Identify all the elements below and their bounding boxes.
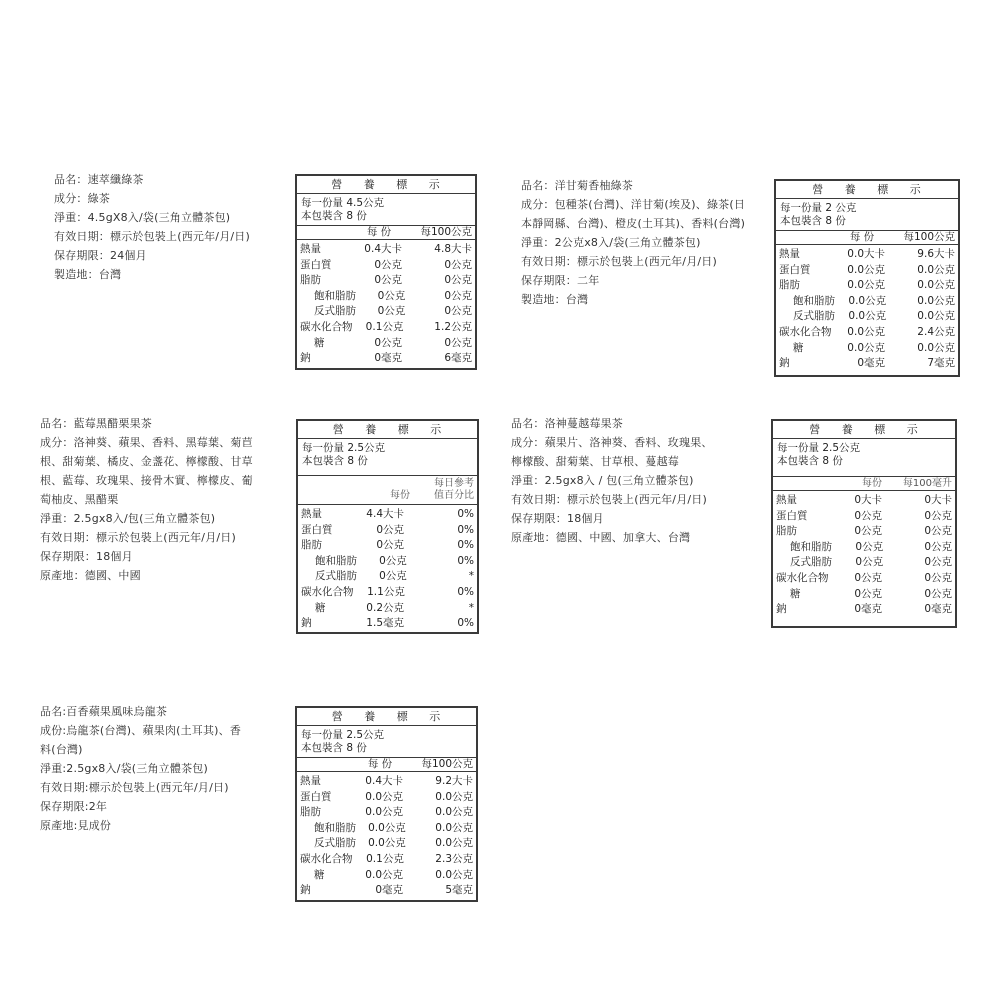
nutrient-name: 鈉 (300, 352, 311, 365)
nutrient-per-100: 0.0公克 (435, 868, 473, 881)
nutrient-row (776, 555, 952, 571)
nutrient-name: 飽和脂肪 (790, 540, 832, 553)
nutrient-row (779, 278, 955, 294)
nutrition-label-3 (296, 419, 479, 634)
nutrient-row (300, 868, 473, 884)
nutrient-per-serving: 1.5毫克 (366, 617, 404, 630)
nutrient-per-serving: 0大卡 (854, 494, 882, 506)
serving-size: 每一份量 4.5公克 (301, 197, 385, 209)
info-line: 成分：洛神葵、蘋果、香料、黑莓葉、菊苣 (40, 436, 253, 449)
info-line: 品名：洛神蔓越莓果茶 (511, 417, 623, 430)
nutrient-per-100: 0% (457, 523, 474, 536)
product-info-2 (521, 176, 745, 309)
nutrient-name: 碳水化合物 (301, 585, 354, 598)
nutrient-name: 鈉 (300, 884, 311, 897)
nutrient-per-100: 1.2公克 (434, 320, 472, 333)
info-line: 淨重：4.5gX8入/袋(三角立體茶包) (54, 211, 231, 224)
nutrient-name: 蛋白質 (776, 509, 808, 522)
nutrient-per-100: 0.0公克 (435, 806, 473, 819)
nutrient-name: 碳水化合物 (300, 320, 353, 333)
info-line: 淨重：2公克x8入/袋(三角立體茶包) (521, 236, 701, 249)
nutrient-per-100: 0公克 (924, 571, 952, 584)
nutrient-row (776, 524, 952, 540)
info-line: 製造地：台灣 (54, 268, 122, 281)
nutrient-per-serving: 0毫克 (857, 357, 885, 370)
nutrient-row (300, 289, 472, 305)
serving-size: 每一份量 2 公克 (780, 202, 857, 214)
nutrient-name: 脂肪 (300, 806, 321, 819)
nutrient-per-serving: 0公克 (855, 540, 884, 553)
info-line: 根、藍莓、玫瑰果、接骨木實、檸檬皮、葡 (40, 474, 253, 487)
nutrition-title: 營 養 標 示 (776, 181, 958, 199)
nutrient-name: 脂肪 (779, 279, 800, 292)
nutrient-per-serving: 0公克 (854, 509, 882, 522)
col-per-serving: 每 份 (849, 231, 875, 243)
info-line: 原產地：德國、中國、加拿大、台灣 (511, 531, 691, 544)
nutrient-row (779, 309, 955, 325)
nutrient-name: 熱量 (301, 508, 322, 520)
nutrient-per-100: 0% (457, 554, 474, 567)
nutrient-per-serving: 0.0公克 (365, 790, 403, 803)
serving-info (776, 199, 958, 231)
nutrient-per-100: 4.8大卡 (434, 243, 472, 255)
nutrient-per-100: 0公克 (444, 289, 472, 302)
info-line: 保存期限：24個月 (54, 249, 147, 262)
nutrient-per-serving: 0.0公克 (847, 279, 885, 292)
nutrient-per-100: 0.0公克 (435, 790, 473, 803)
column-header (773, 477, 955, 491)
product-info-5 (40, 702, 241, 835)
nutrient-name: 鈉 (779, 357, 790, 370)
nutrient-row (300, 336, 472, 352)
info-line: 保存期限：18個月 (40, 550, 133, 563)
nutrient-rows (297, 240, 475, 368)
nutrient-per-100: 9.2大卡 (435, 775, 473, 787)
nutrient-row (779, 263, 955, 279)
nutrient-per-serving: 0毫克 (375, 884, 403, 897)
info-line: 料(台灣) (40, 743, 83, 756)
nutrient-per-100: 0公克 (444, 305, 472, 318)
nutrient-per-serving: 1.1公克 (367, 585, 405, 598)
info-line: 原產地:見成份 (40, 819, 112, 832)
nutrient-per-serving: 0.4大卡 (365, 775, 403, 787)
info-line: 品名：速萃纖綠茶 (54, 173, 144, 186)
nutrient-name: 熱量 (300, 243, 321, 255)
nutrient-row (300, 273, 472, 289)
nutrient-row (300, 258, 472, 274)
column-header (297, 226, 475, 240)
servings-per-package: 本包裝含 8 份 (780, 215, 846, 227)
info-line: 有效日期：標示於包裝上(西元年/月/日) (511, 493, 707, 506)
servings-per-package: 本包裝含 8 份 (302, 455, 368, 467)
nutrient-per-100: 2.4公克 (917, 325, 955, 338)
nutrient-name: 碳水化合物 (779, 325, 832, 338)
nutrient-name: 脂肪 (301, 539, 322, 552)
nutrient-row (300, 821, 473, 837)
nutrient-per-100: 0公克 (924, 587, 952, 600)
info-line: 有效日期：標示於包裝上(西元年/月/日) (40, 531, 236, 544)
nutrient-row (300, 320, 472, 336)
nutrition-label-5 (295, 706, 478, 902)
nutrient-per-serving: 0公克 (374, 274, 402, 287)
nutrient-per-serving: 0公克 (376, 523, 404, 536)
nutrient-rows (297, 772, 476, 900)
col-per-100: 每100公克 (421, 758, 473, 770)
nutrient-row (300, 790, 473, 806)
nutrient-per-serving: 0.2公克 (366, 601, 404, 614)
nutrient-per-serving: 0.0公克 (847, 325, 885, 338)
serving-info (298, 439, 477, 476)
nutrient-per-serving: 0.0公克 (848, 294, 887, 307)
nutrient-name: 糖 (314, 868, 325, 881)
nutrient-name: 糖 (315, 601, 326, 614)
nutrition-label-1 (295, 174, 477, 370)
nutrient-per-100: 0公克 (924, 556, 952, 569)
nutrient-per-100: 0.0公克 (917, 263, 955, 276)
nutrient-per-100: 0.0公克 (435, 821, 473, 834)
serving-info (297, 194, 475, 226)
nutrient-name: 糖 (793, 341, 804, 354)
nutrient-row (300, 774, 473, 790)
nutrient-per-serving: 0公克 (854, 587, 882, 600)
nutrient-per-100: * (468, 570, 474, 583)
nutrient-per-serving: 0.0公克 (848, 310, 887, 323)
col-per-serving: 每 份 (366, 226, 392, 238)
nutrient-per-100: 5毫克 (445, 884, 473, 897)
nutrient-per-100: 0公克 (924, 525, 952, 538)
col-per-100: 每100公克 (903, 231, 955, 243)
nutrient-row (779, 356, 955, 372)
nutrient-name: 糖 (314, 336, 325, 349)
info-line: 品名:百香蘋果風味烏龍茶 (40, 705, 168, 718)
nutrient-row (300, 304, 472, 320)
nutrient-name: 脂肪 (300, 274, 321, 287)
nutrient-name: 反式脂肪 (790, 556, 832, 569)
info-line: 保存期限：18個月 (511, 512, 604, 525)
nutrient-per-serving: 0公克 (379, 554, 407, 567)
nutrient-row (776, 540, 952, 556)
info-line: 根、甜菊葉、橘皮、金盞花、檸檬酸、甘草 (40, 455, 253, 468)
col-daily-value (410, 478, 474, 502)
info-line: 原產地：德國、中國 (40, 569, 141, 582)
nutrient-per-100: 0% (457, 539, 474, 552)
nutrient-per-serving: 0公克 (855, 556, 884, 569)
nutrient-per-serving: 0公克 (377, 305, 406, 318)
nutrient-per-serving: 0公克 (377, 289, 406, 302)
nutrient-per-100: 0公克 (444, 274, 472, 287)
nutrient-name: 飽和脂肪 (314, 821, 356, 834)
info-line: 保存期限：二年 (521, 274, 600, 287)
nutrient-per-serving: 0.0公克 (365, 868, 403, 881)
nutrient-name: 糖 (790, 587, 801, 600)
info-line: 成分：包種茶(台灣)、洋甘菊(埃及)、綠茶(日 (521, 198, 746, 211)
nutrient-row (300, 351, 472, 367)
nutrient-per-serving: 0公克 (374, 336, 402, 349)
nutrient-per-100: 0.0公克 (435, 837, 473, 850)
nutrient-per-100: 0% (457, 585, 474, 598)
info-line: 萄柚皮、黑醋栗 (40, 493, 119, 506)
nutrient-row (300, 805, 473, 821)
nutrient-per-100: 0公克 (444, 336, 472, 349)
nutrient-row (301, 616, 474, 632)
nutrient-name: 飽和脂肪 (793, 294, 835, 307)
nutrient-row (776, 602, 952, 618)
nutrient-name: 蛋白質 (301, 523, 333, 536)
nutrient-name: 熱量 (779, 248, 800, 260)
nutrient-name: 熱量 (776, 494, 797, 506)
nutrient-name: 飽和脂肪 (315, 554, 357, 567)
col-daily-value-line2: 值百分比 (434, 490, 474, 501)
col-per-serving: 每 份 (367, 758, 393, 770)
nutrient-row (300, 242, 472, 258)
nutrient-per-serving: 0公克 (374, 258, 402, 271)
nutrient-row (301, 507, 474, 523)
nutrient-per-serving: 0.0公克 (365, 806, 403, 819)
nutrient-per-100: 0大卡 (924, 494, 952, 506)
nutrient-per-100: 7毫克 (927, 357, 955, 370)
col-per-100: 每100毫升 (902, 478, 952, 489)
info-line: 本靜岡縣、台灣)、橙皮(土耳其)、香料(台灣) (521, 217, 746, 230)
info-line: 製造地：台灣 (521, 293, 589, 306)
info-line: 淨重：2.5gx8入/包(三角立體茶包) (40, 512, 216, 525)
nutrient-name: 熱量 (300, 775, 321, 787)
nutrition-label-2 (774, 179, 960, 377)
info-line: 淨重：2.5gx8入 / 包(三角立體茶包) (511, 474, 694, 487)
product-info-3 (40, 414, 253, 585)
info-line: 成分：蘋果片、洛神葵、香料、玫瑰果、 (511, 436, 713, 449)
column-header (297, 758, 476, 772)
servings-per-package: 本包裝含 8 份 (301, 210, 367, 222)
nutrition-title: 營 養 標 示 (297, 708, 476, 726)
col-per-100: 每100公克 (420, 226, 472, 238)
product-info-4 (511, 414, 713, 547)
nutrient-per-serving: 0公克 (854, 571, 882, 584)
nutrient-per-100: 0.0公克 (917, 341, 955, 354)
nutrient-per-serving: 0.0公克 (368, 837, 406, 850)
nutrient-rows (298, 505, 477, 633)
nutrient-per-serving: 0.1公克 (365, 320, 404, 333)
col-per-serving: 每份 (390, 490, 410, 501)
nutrient-row (779, 325, 955, 341)
column-header (776, 231, 958, 245)
nutrient-name: 反式脂肪 (315, 570, 357, 583)
nutrient-per-100: 0% (457, 617, 474, 630)
nutrient-row (776, 509, 952, 525)
serving-size: 每一份量 2.5公克 (777, 442, 861, 454)
nutrient-row (301, 554, 474, 570)
nutrition-title: 營 養 標 示 (773, 421, 955, 439)
info-line: 有效日期:標示於包裝上(西元年/月/日) (40, 781, 229, 794)
nutrient-name: 飽和脂肪 (314, 289, 356, 302)
nutrient-per-100: 0毫克 (924, 603, 952, 616)
nutrient-per-serving: 0.1公克 (366, 852, 404, 865)
nutrient-name: 蛋白質 (300, 258, 332, 271)
nutrient-per-serving: 0.0公克 (368, 821, 406, 834)
servings-per-package: 本包裝含 8 份 (777, 455, 843, 467)
nutrient-per-100: 2.3公克 (435, 852, 473, 865)
serving-size: 每一份量 2.5公克 (301, 729, 385, 741)
nutrient-row (301, 585, 474, 601)
nutrient-per-serving: 0毫克 (374, 352, 402, 365)
serving-info (773, 439, 955, 477)
nutrient-name: 反式脂肪 (793, 310, 835, 323)
serving-info (297, 726, 476, 758)
nutrient-per-serving: 0公克 (854, 525, 882, 538)
nutrient-per-serving: 0公克 (376, 539, 404, 552)
nutrition-title: 營 養 標 示 (298, 421, 477, 439)
nutrient-name: 蛋白質 (779, 263, 811, 276)
nutrient-per-serving: 0公克 (379, 570, 407, 583)
nutrient-row (776, 571, 952, 587)
info-line: 有效日期：標示於包裝上(西元年/月/日) (54, 230, 250, 243)
info-line: 保存期限:2年 (40, 800, 108, 813)
nutrient-per-serving: 0.0大卡 (847, 248, 885, 260)
serving-size: 每一份量 2.5公克 (302, 442, 386, 454)
nutrient-name: 鈉 (776, 603, 787, 616)
nutrient-row (300, 852, 473, 868)
nutrient-name: 碳水化合物 (776, 571, 829, 584)
nutrient-per-serving: 0.0公克 (847, 341, 885, 354)
nutrient-name: 鈉 (301, 617, 312, 630)
nutrient-per-100: 0公克 (444, 258, 472, 271)
nutrient-row (776, 587, 952, 603)
nutrient-per-100: 0公克 (924, 540, 952, 553)
nutrient-rows (776, 245, 958, 373)
nutrient-per-100: 0.0公克 (917, 279, 955, 292)
nutrition-title: 營 養 標 示 (297, 176, 475, 194)
nutrition-label-4 (771, 419, 957, 628)
col-per-serving: 每份 (862, 478, 882, 489)
info-line: 檸檬酸、甜菊葉、甘草根、蔓越莓 (511, 455, 679, 468)
nutrient-name: 反式脂肪 (314, 837, 356, 850)
nutrient-per-100: 0公克 (924, 509, 952, 522)
info-line: 有效日期：標示於包裝上(西元年/月/日) (521, 255, 717, 268)
info-line: 成份:烏龍茶(台灣)、蘋果肉(土耳其)、香 (40, 724, 242, 737)
nutrient-name: 反式脂肪 (314, 305, 356, 318)
nutrient-per-100: 0% (457, 508, 474, 520)
nutrient-name: 脂肪 (776, 525, 797, 538)
col-daily-value-line1: 每日參考 (434, 478, 474, 489)
info-line: 淨重:2.5gx8入/袋(三角立體茶包) (40, 762, 208, 775)
nutrient-row (779, 247, 955, 263)
nutrient-per-100: 0.0公克 (917, 310, 955, 323)
nutrient-per-serving: 0毫克 (854, 603, 882, 616)
nutrient-per-serving: 0.4大卡 (364, 243, 402, 255)
nutrient-name: 碳水化合物 (300, 852, 353, 865)
nutrient-rows (773, 491, 955, 619)
nutrient-per-100: 9.6大卡 (917, 248, 955, 260)
nutrient-row (301, 601, 474, 617)
nutrient-row (301, 523, 474, 539)
nutrient-per-100: 0.0公克 (917, 294, 955, 307)
nutrient-per-serving: 0.0公克 (847, 263, 885, 276)
nutrient-per-serving: 4.4大卡 (366, 508, 404, 520)
nutrient-row (776, 493, 952, 509)
info-line: 品名：洋甘菊香柚綠茶 (521, 179, 633, 192)
nutrient-row (301, 538, 474, 554)
product-info-1 (54, 170, 250, 284)
nutrient-per-100: 6毫克 (444, 352, 472, 365)
nutrient-row (301, 569, 474, 585)
nutrient-row (779, 341, 955, 357)
nutrient-per-100: * (468, 601, 474, 614)
column-header (298, 476, 477, 505)
nutrient-row (300, 836, 473, 852)
info-line: 品名：藍莓黑醋栗果茶 (40, 417, 152, 430)
nutrient-row (300, 883, 473, 899)
nutrient-name: 蛋白質 (300, 790, 332, 803)
servings-per-package: 本包裝含 8 份 (301, 742, 367, 754)
info-line: 成分：綠茶 (54, 192, 110, 205)
nutrient-row (779, 294, 955, 310)
